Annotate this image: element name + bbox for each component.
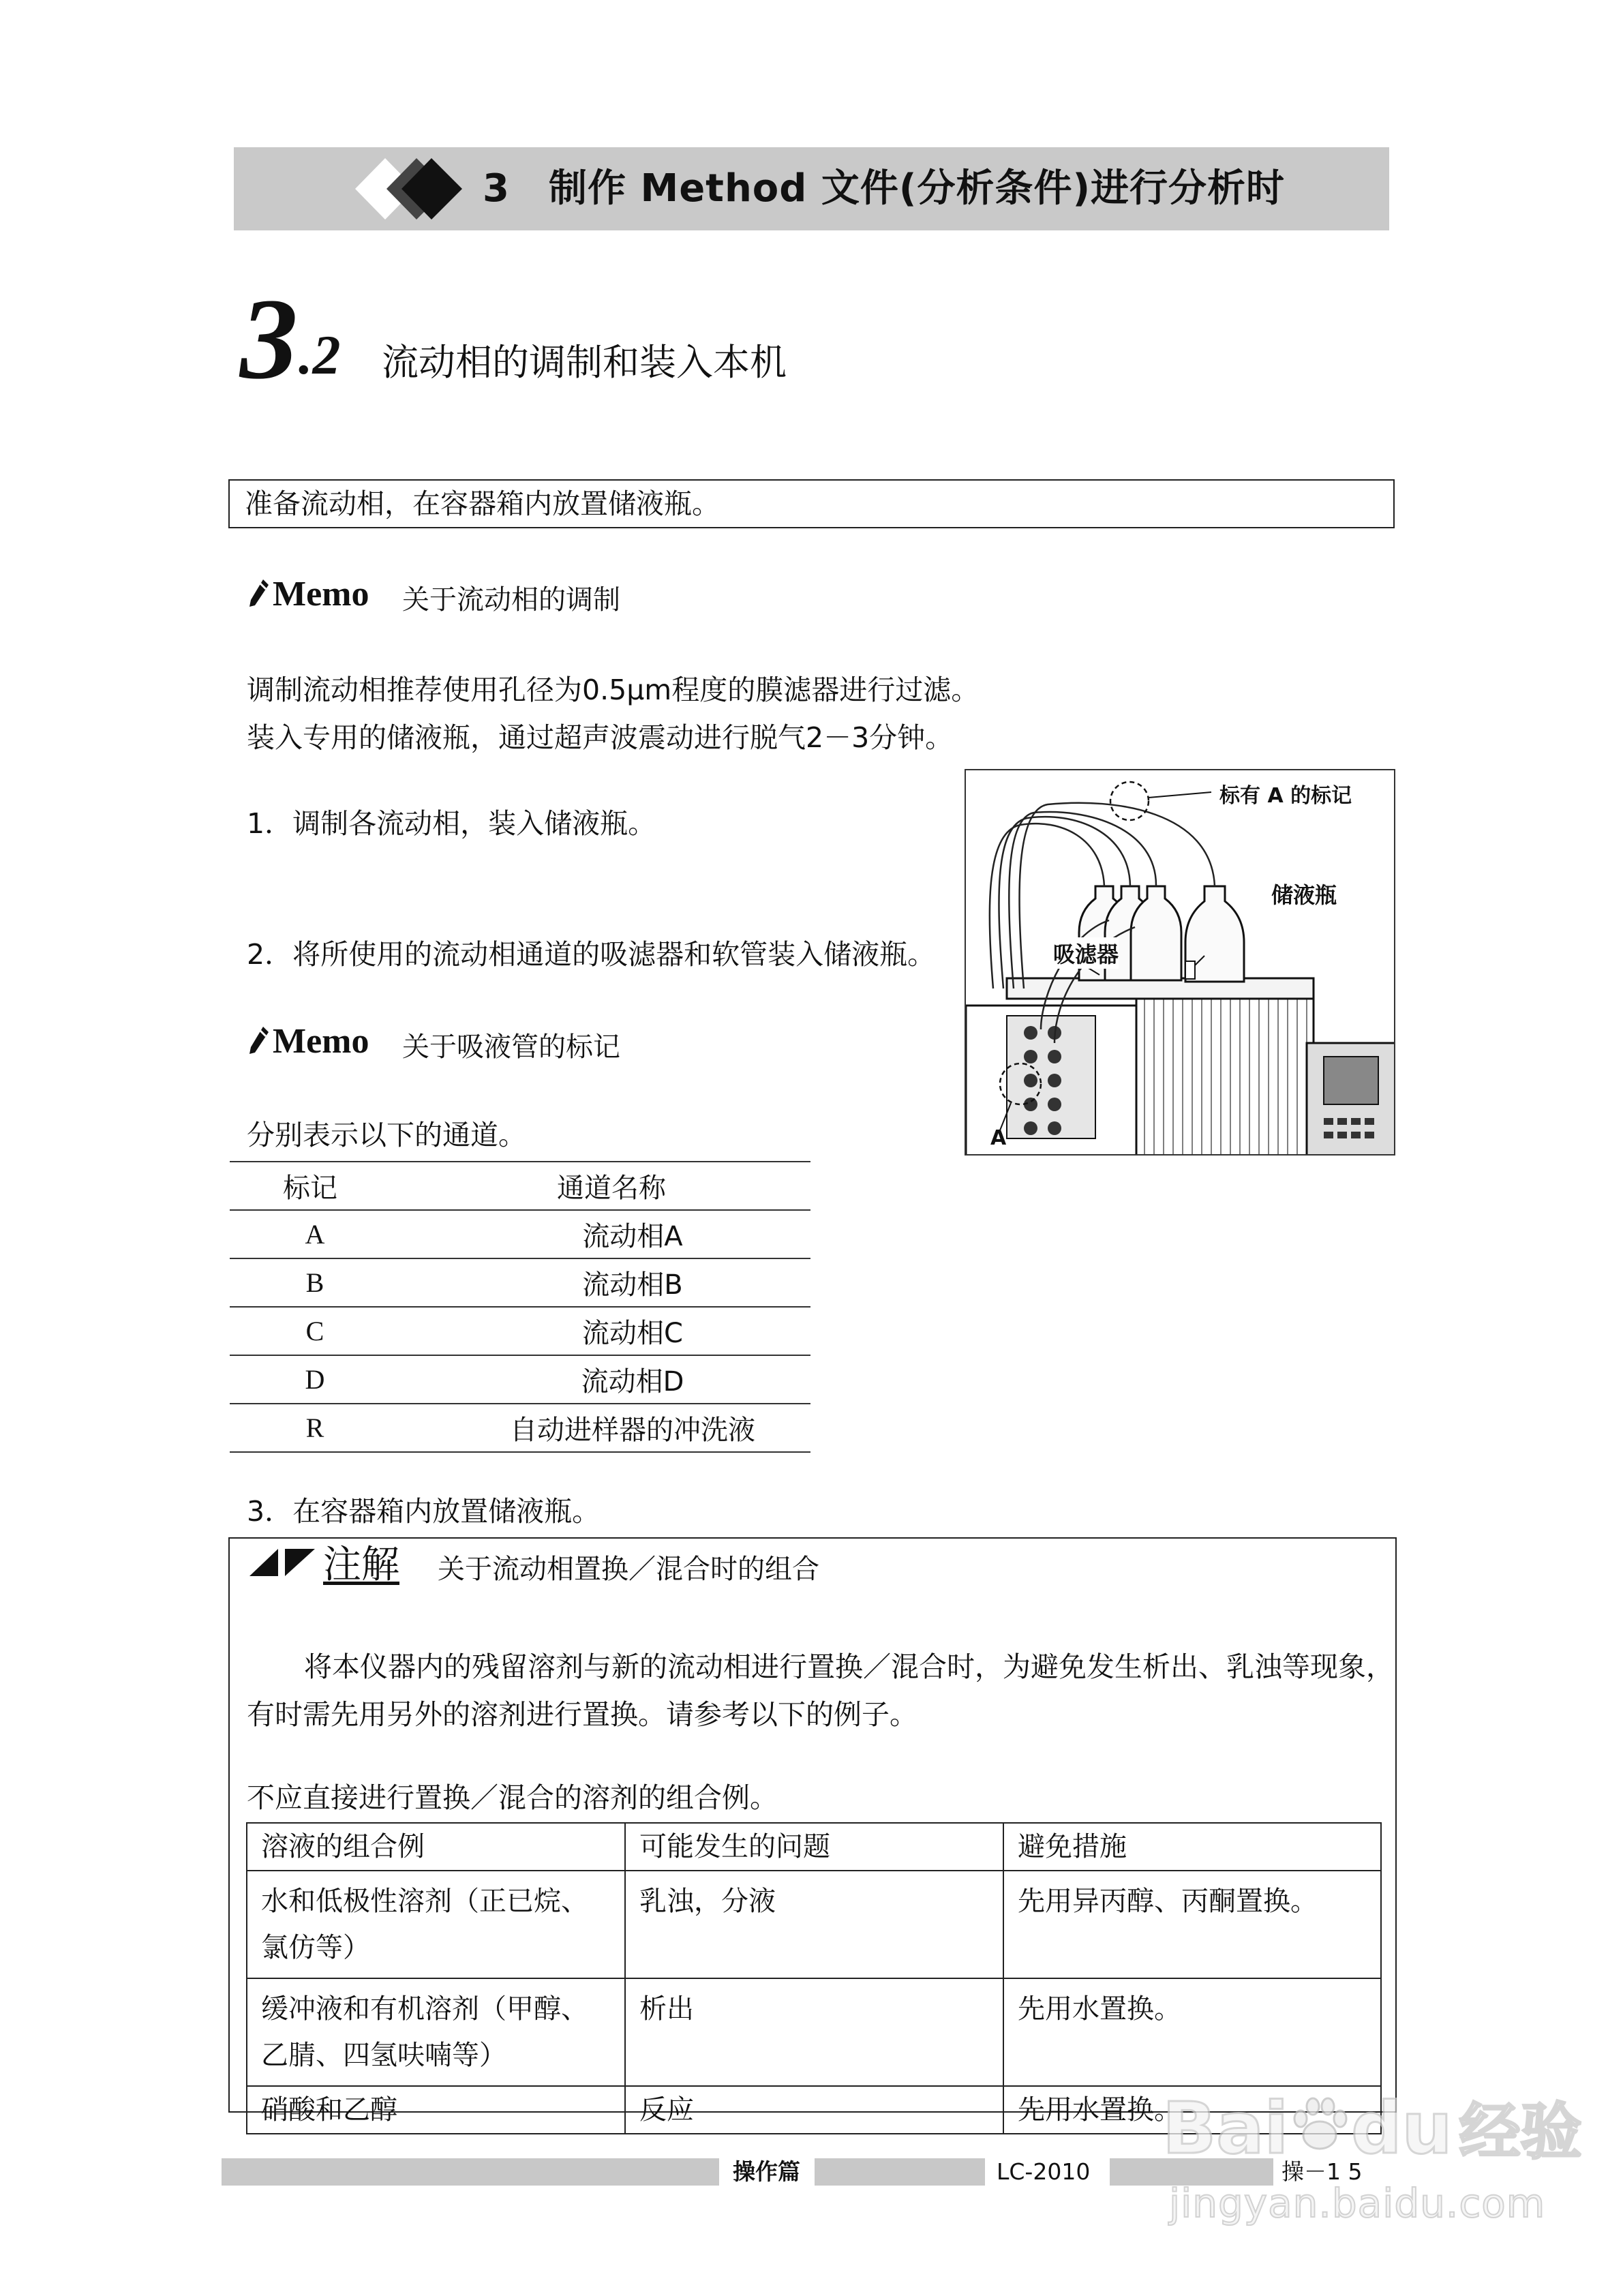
table-cell (625, 1871, 1003, 1978)
memo-label: Memo (247, 1024, 369, 1059)
table-cell (1003, 1978, 1381, 2086)
table-cell: B (230, 1258, 455, 1307)
note-paragraph-line: 有时需先用另外的溶剂进行置换。请参考以下的例子。 (247, 1698, 917, 1731)
cell-line: 硝酸和乙醇 (261, 2094, 397, 2126)
instrument-figure (965, 769, 1395, 1155)
cell-line: 先用异丙醇、丙酮置换。 (1018, 1886, 1318, 1917)
table-cell: C (230, 1307, 455, 1355)
table-row (230, 1404, 810, 1452)
table-row (230, 1355, 810, 1404)
table-header-cell: 可能发生的问题 (625, 1823, 1003, 1871)
table-cell: 流动相D (455, 1355, 810, 1404)
table-row (230, 1258, 810, 1307)
note-paragraph-line: 将本仪器内的残留溶剂与新的流动相进行置换／混合时，为避免发生析出、乳浊等现象， (304, 1650, 1394, 1683)
footer-model-label: LC-2010 (997, 2158, 1091, 2185)
figure-label-mark: 标有 A 的标记 (1219, 784, 1352, 808)
footer-bar-left (222, 2158, 719, 2186)
memo-text-line: 装入专用的储液瓶，通过超声波震动进行脱气2－3分钟。 (247, 721, 954, 754)
table-header-cell: 标记 (230, 1162, 455, 1210)
table-cell: A (230, 1210, 455, 1258)
table-row (230, 1307, 810, 1355)
table-cell: D (230, 1355, 455, 1404)
chapter-banner (234, 147, 1389, 230)
step-item: 1．调制各流动相，装入储液瓶。 (247, 807, 656, 840)
memo-intro: 分别表示以下的通道。 (247, 1119, 526, 1151)
table-cell: 自动进样器的冲洗液 (455, 1404, 810, 1452)
figure-label-filter: 吸滤器 (1053, 937, 1119, 969)
cell-line: 氯仿等） (261, 1932, 370, 1963)
note-subject: 关于流动相置换／混合时的组合 (438, 1554, 819, 1585)
watermark-brand-tail: du (1351, 2087, 1453, 2170)
baidu-jingyan-watermark (1162, 2087, 1582, 2236)
table-cell: R (230, 1404, 455, 1452)
memo-subject: 关于吸液管的标记 (402, 1031, 620, 1063)
footer-section-label: 操作篇 (733, 2158, 800, 2185)
table-cell (247, 1871, 625, 1978)
memo-label: Memo (247, 577, 369, 612)
table-cell (247, 2086, 625, 2134)
footer-bar-middle (815, 2158, 985, 2186)
cell-line: 乳浊，分液 (639, 1886, 776, 1917)
table-row (230, 1210, 810, 1258)
cell-line: 先用水置换。 (1018, 2094, 1181, 2126)
pen-icon (247, 1025, 270, 1055)
section-number: 3 (240, 275, 298, 403)
cell-line: 缓冲液和有机溶剂（甲醇、 (261, 1993, 588, 2025)
watermark-brand: Bai (1162, 2087, 1289, 2170)
table-header-row (247, 1823, 1381, 1871)
note-heading: 注解 (247, 1546, 399, 1584)
watermark-url: jingyan.baidu.com (1169, 2180, 1546, 2226)
memo-subject: 关于流动相的调制 (402, 584, 620, 616)
cell-line: 析出 (639, 1993, 694, 2025)
step-summary-box: 准备流动相，在容器箱内放置储液瓶。 (228, 479, 1395, 528)
channel-table (230, 1161, 810, 1453)
step-item: 2．将所使用的流动相通道的吸滤器和软管装入储液瓶。 (247, 938, 936, 971)
cell-line: 反应 (639, 2094, 694, 2126)
diamond-bullets-icon (350, 153, 472, 225)
table-header-row (230, 1162, 810, 1210)
table-cell: 流动相C (455, 1307, 810, 1355)
table-header-cell: 溶液的组合例 (247, 1823, 625, 1871)
table-cell (1003, 1871, 1381, 1978)
table-cell: 流动相A (455, 1210, 810, 1258)
figure-label-a: A (990, 1126, 1007, 1150)
table-cell (247, 1978, 625, 2086)
footer-page-number: 操－1 5 (1281, 2158, 1363, 2185)
step-item: 3．在容器箱内放置储液瓶。 (247, 1495, 601, 1528)
table-row (247, 1978, 1381, 2086)
instrument-illustration (966, 770, 1395, 1155)
cell-line: 乙腈、四氢呋喃等） (261, 2040, 506, 2071)
note-triangle-icon (247, 1546, 318, 1579)
figure-label-bottle: 储液瓶 (1271, 882, 1337, 908)
section-title: 流动相的调制和装入本机 (382, 341, 787, 384)
chapter-title: 3 制作 Method 文件(分析条件)进行分析时 (483, 166, 1286, 211)
table-row (247, 1871, 1381, 1978)
table-header-cell: 通道名称 (455, 1162, 810, 1210)
pen-icon (247, 578, 270, 608)
section-sub-number: .2 (299, 324, 341, 386)
watermark-product: 经验 (1459, 2096, 1582, 2168)
paw-icon (1288, 2094, 1351, 2157)
cell-line: 水和低极性溶剂（正已烷、 (261, 1886, 588, 1917)
table-cell (625, 2086, 1003, 2134)
note-table-caption: 不应直接进行置换／混合的溶剂的组合例。 (247, 1781, 778, 1814)
table-cell: 流动相B (455, 1258, 810, 1307)
cell-line: 先用水置换。 (1018, 1993, 1181, 2025)
table-cell (625, 1978, 1003, 2086)
memo-text-line: 调制流动相推荐使用孔径为0.5μm程度的膜滤器进行过滤。 (247, 674, 980, 706)
table-header-cell: 避免措施 (1003, 1823, 1381, 1871)
